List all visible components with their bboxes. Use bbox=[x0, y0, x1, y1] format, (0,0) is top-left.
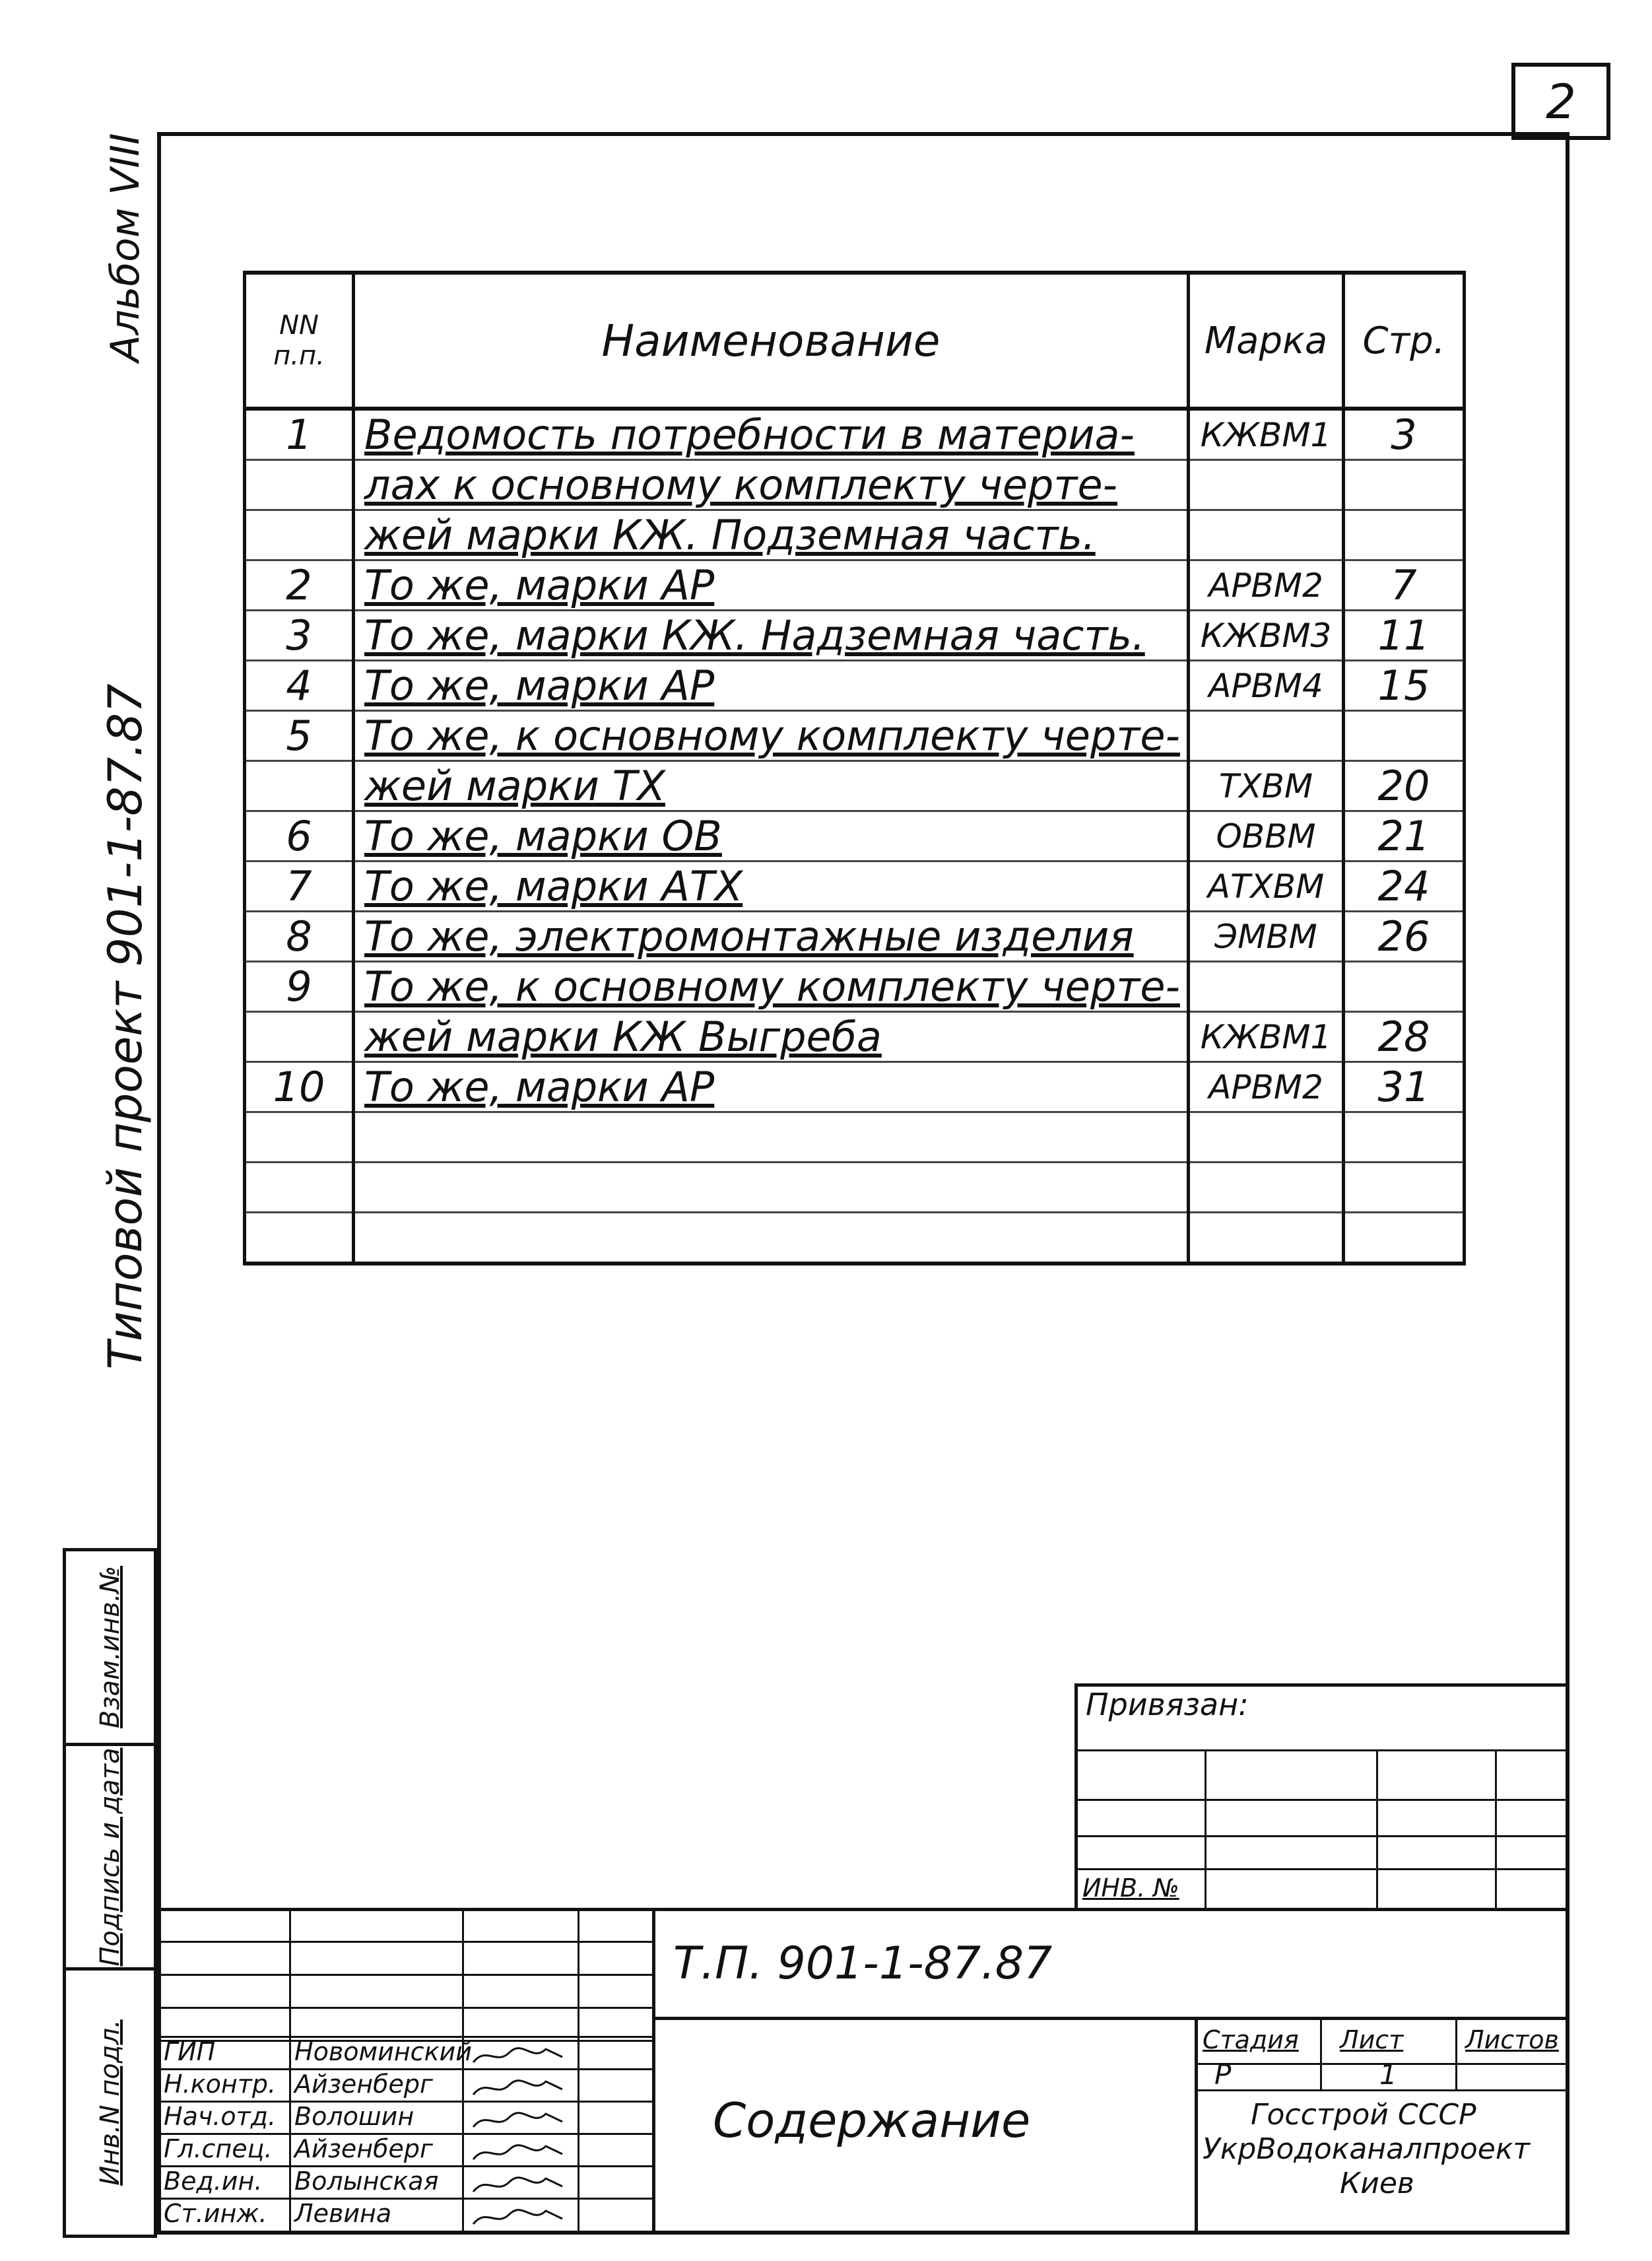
row-page: 15 bbox=[1344, 661, 1465, 711]
row-mark bbox=[1189, 711, 1344, 761]
person-role: ГИП bbox=[164, 2037, 216, 2066]
table-row bbox=[245, 1112, 1465, 1163]
sheet-number: 2 bbox=[1511, 63, 1610, 140]
title-block-line bbox=[1195, 2017, 1198, 2235]
binding-label: Привязан: bbox=[1086, 1687, 1249, 1722]
person-role: Нач.отд. bbox=[164, 2102, 277, 2131]
row-name: То же, к основному комплекту черте- bbox=[354, 962, 1189, 1012]
row-name bbox=[354, 1112, 1189, 1163]
person-name: Левина bbox=[294, 2199, 392, 2228]
title-block-line bbox=[652, 1908, 655, 2235]
row-page bbox=[1344, 962, 1465, 1012]
title-block-line bbox=[157, 1974, 652, 1976]
table-row bbox=[245, 510, 1465, 560]
row-num bbox=[245, 1012, 354, 1062]
org-line2: УкрВодоканалпроект bbox=[1203, 2132, 1531, 2166]
row-num: 3 bbox=[245, 611, 354, 661]
row-name: То же, марки ОВ bbox=[354, 811, 1189, 861]
table-row bbox=[245, 1163, 1465, 1213]
row-name: лах к основному комплекту черте- bbox=[354, 460, 1189, 510]
table-header-row bbox=[245, 273, 1465, 409]
table-row bbox=[245, 560, 1465, 611]
signature-mark bbox=[470, 2172, 569, 2201]
binding-inv-label: ИНВ. № bbox=[1082, 1873, 1179, 1903]
table-row bbox=[245, 661, 1465, 711]
row-name: То же, марки АТХ bbox=[354, 861, 1189, 912]
signature-mark bbox=[470, 2107, 569, 2136]
row-num: 9 bbox=[245, 962, 354, 1012]
row-num bbox=[245, 1213, 354, 1264]
table-row bbox=[245, 409, 1465, 460]
sheets-label: Листов bbox=[1465, 2025, 1559, 2054]
row-name: То же, марки АР bbox=[354, 661, 1189, 711]
person-role: Н.контр. bbox=[164, 2070, 277, 2099]
row-name: То же, электромонтажные изделия bbox=[354, 912, 1189, 962]
binding-line bbox=[1205, 1749, 1206, 1911]
row-mark: КЖВМ1 bbox=[1189, 409, 1344, 460]
row-num bbox=[245, 460, 354, 510]
row-name bbox=[354, 1213, 1189, 1264]
row-name: То же, марки КЖ. Надземная часть. bbox=[354, 611, 1189, 661]
row-num bbox=[245, 1112, 354, 1163]
sheet-title: Содержание bbox=[713, 2093, 1031, 2148]
title-block-line bbox=[289, 1908, 291, 2235]
table-row bbox=[245, 761, 1465, 811]
row-page bbox=[1344, 1112, 1465, 1163]
row-num: 2 bbox=[245, 560, 354, 611]
person-role: Вед.ин. bbox=[164, 2167, 263, 2196]
row-mark bbox=[1189, 1112, 1344, 1163]
binding-line bbox=[1376, 1749, 1378, 1911]
row-name: жей марки КЖ. Подземная часть. bbox=[354, 510, 1189, 560]
table-row bbox=[245, 611, 1465, 661]
row-page: 26 bbox=[1344, 912, 1465, 962]
title-block-line bbox=[157, 1941, 652, 1943]
row-mark: АРВМ2 bbox=[1189, 560, 1344, 611]
row-num: 1 bbox=[245, 409, 354, 460]
row-name: То же, марки АР bbox=[354, 1062, 1189, 1112]
row-mark bbox=[1189, 460, 1344, 510]
person-name: Волошин bbox=[294, 2102, 414, 2131]
row-num bbox=[245, 510, 354, 560]
signature-mark bbox=[470, 2042, 569, 2072]
table-row bbox=[245, 460, 1465, 510]
table-row bbox=[245, 811, 1465, 861]
header-page: Стр. bbox=[1344, 273, 1465, 409]
person-role: Ст.инж. bbox=[164, 2199, 267, 2228]
row-page: 20 bbox=[1344, 761, 1465, 811]
row-num: 7 bbox=[245, 861, 354, 912]
row-name: жей марки ТХ bbox=[354, 761, 1189, 811]
row-page bbox=[1344, 1163, 1465, 1213]
row-mark: ЭМВМ bbox=[1189, 912, 1344, 962]
person-role: Гл.спец. bbox=[164, 2134, 273, 2163]
stamp-label: Подпись и дата bbox=[94, 1747, 125, 1967]
org-line1: Госстрой СССР bbox=[1251, 2098, 1476, 2132]
row-mark: КЖВМ1 bbox=[1189, 1012, 1344, 1062]
person-name: Айзенберг bbox=[294, 2134, 434, 2163]
stamp-label: Инв.N подл. bbox=[94, 2019, 125, 2186]
table-row bbox=[245, 861, 1465, 912]
title-block-line bbox=[1455, 2017, 1457, 2089]
table-row bbox=[245, 962, 1465, 1012]
row-num: 5 bbox=[245, 711, 354, 761]
binding-line bbox=[1495, 1749, 1497, 1911]
row-mark bbox=[1189, 962, 1344, 1012]
person-name: Новоминский bbox=[294, 2037, 472, 2066]
row-mark bbox=[1189, 1213, 1344, 1264]
signature-mark bbox=[470, 2140, 569, 2169]
project-label: Типовой проект 901-1-87.87 bbox=[98, 683, 152, 1370]
row-page: 21 bbox=[1344, 811, 1465, 861]
row-num bbox=[245, 1163, 354, 1213]
row-page: 7 bbox=[1344, 560, 1465, 611]
album-label: Альбом VIII bbox=[102, 133, 149, 362]
contents-table bbox=[243, 271, 1466, 1265]
row-name: жей марки КЖ Выгреба bbox=[354, 1012, 1189, 1062]
person-name: Айзенберг bbox=[294, 2070, 434, 2099]
title-block-line bbox=[578, 1908, 579, 2235]
row-mark: АТХВМ bbox=[1189, 861, 1344, 912]
row-page: 3 bbox=[1344, 409, 1465, 460]
stage-label: Стадия bbox=[1203, 2025, 1299, 2054]
row-page bbox=[1344, 460, 1465, 510]
org-line3: Киев bbox=[1340, 2167, 1414, 2200]
row-page: 28 bbox=[1344, 1012, 1465, 1062]
person-name: Волынская bbox=[294, 2167, 439, 2196]
row-num bbox=[245, 761, 354, 811]
row-mark: КЖВМ3 bbox=[1189, 611, 1344, 661]
drawing-code: Т.П. 901-1-87.87 bbox=[673, 1938, 1053, 1990]
row-page: 24 bbox=[1344, 861, 1465, 912]
row-mark bbox=[1189, 510, 1344, 560]
table-row bbox=[245, 1062, 1465, 1112]
table-row bbox=[245, 1213, 1465, 1264]
title-block-line bbox=[157, 2007, 652, 2009]
row-page bbox=[1344, 1213, 1465, 1264]
row-num: 6 bbox=[245, 811, 354, 861]
stamp-signature-date bbox=[63, 1743, 157, 1971]
row-num: 10 bbox=[245, 1062, 354, 1112]
row-mark: ОВВМ bbox=[1189, 811, 1344, 861]
stamp-original-inv bbox=[63, 1967, 157, 2238]
row-page: 11 bbox=[1344, 611, 1465, 661]
row-mark: АРВМ4 bbox=[1189, 661, 1344, 711]
signature-mark bbox=[470, 2075, 569, 2104]
table-row bbox=[245, 711, 1465, 761]
row-num: 8 bbox=[245, 912, 354, 962]
row-page bbox=[1344, 510, 1465, 560]
header-name: Наименование bbox=[354, 273, 1189, 409]
row-num: 4 bbox=[245, 661, 354, 711]
row-name: То же, к основному комплекту черте- bbox=[354, 711, 1189, 761]
row-page: 31 bbox=[1344, 1062, 1465, 1112]
row-name: То же, марки АР bbox=[354, 560, 1189, 611]
row-name bbox=[354, 1163, 1189, 1213]
title-block-line bbox=[1320, 2017, 1322, 2089]
stamp-replace-inv bbox=[63, 1548, 157, 1746]
header-mark: Марка bbox=[1189, 273, 1344, 409]
sheet-value: 1 bbox=[1379, 2058, 1397, 2091]
sheet-label: Лист bbox=[1340, 2025, 1404, 2054]
title-block-line bbox=[652, 2017, 1569, 2020]
title-block-line bbox=[462, 1908, 464, 2235]
row-mark bbox=[1189, 1163, 1344, 1213]
stamp-label: Взам.инв.№ bbox=[94, 1565, 125, 1729]
row-mark: ТХВМ bbox=[1189, 761, 1344, 811]
row-page bbox=[1344, 711, 1465, 761]
row-name: Ведомость потребности в материа- bbox=[354, 409, 1189, 460]
table-row bbox=[245, 912, 1465, 962]
row-mark: АРВМ2 bbox=[1189, 1062, 1344, 1112]
header-num: NN п.п. bbox=[245, 273, 354, 409]
stage-value: Р bbox=[1214, 2058, 1232, 2091]
signature-mark bbox=[470, 2204, 569, 2233]
table-row bbox=[245, 1012, 1465, 1062]
